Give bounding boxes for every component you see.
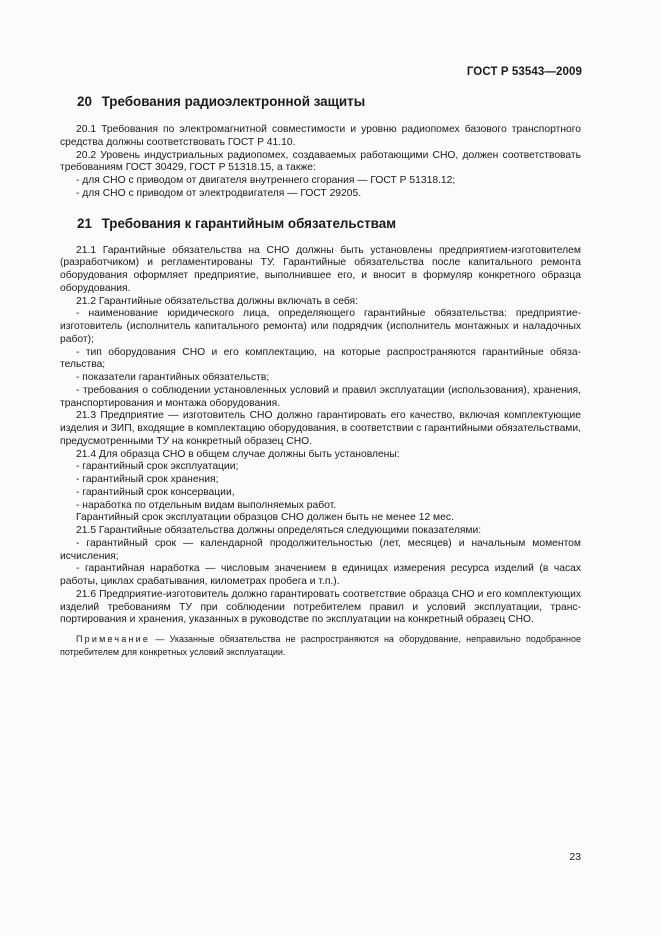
list-item: - гарантийный срок консервации,: [76, 486, 235, 498]
list-item: - наработка по отдельным видам выполняемых работ.: [76, 499, 337, 511]
page-number: 23: [569, 851, 581, 863]
paragraph-21-1: 21.1 Гарантийные обязательства на СНО должны быть установлены предприятием-изготовителем (разработчиком) и регламентированы ТУ. Гарантийные обязательства после капитального ремонта оборудования оформляет предприятие, выполнившее его, и вносит в формуляр конкретного образца оборудования.: [60, 244, 581, 294]
list-item: - гарантийный срок — календарной продолжительностью (лет, месяцев) и начальным моментом исчисления;: [60, 537, 581, 562]
list-item: - для СНО с приводом от электродвигателя — ГОСТ 29205.: [76, 187, 362, 199]
paragraph-21-4: 21.4 Для образца СНО в общем случае должны быть установлены:: [76, 448, 400, 460]
list-item: - гарантийная наработка — числовым значением в единицах измерения ресурса изделий (в часах работы, циклах срабатывания, километрах пробега и т.п.).: [60, 563, 581, 587]
paragraph-21-6: 21.6 Предприятие-изготовитель должно гарантировать соответствие образца СНО и его комплектующих изделий требованиям ТУ при соблюдении потребителем правил и условий эксплуатации, транспортирования и хранения, указанных в руководстве по эксплуатации на конкретный образец СНО.: [60, 588, 581, 626]
list-item: - наименование юридического лица, определяющего гарантийные обязательства: предприятие-изготовитель (исполнитель капитального ремонта) или подрядчик (исполнитель монтажных и наладочных работ);: [60, 308, 581, 345]
paragraph-20-2: 20.2 Уровень индустриальных радиопомех, создаваемых работающими СНО, должен соответствовать требованиям ГОСТ 30429, ГОСТ Р 51318.15, а также:: [60, 149, 581, 174]
section-number: 20: [77, 94, 92, 109]
list-item: - требования о соблюдении установленных условий и правил эксплуатации (использования), хранения, транспортирования и монтажа оборудования.: [60, 384, 581, 409]
section-title: Требования к гарантийным обязательствам: [101, 215, 397, 231]
paragraph-21-5: 21.5 Гарантийные обязательства должны определяться следующими показателями:: [76, 525, 482, 536]
paragraph-20-1: 20.1 Требования по электромагнитной совместимости и уровню радиопомех базового транспортного средства должны соответствовать ГОСТ Р 41.10.: [60, 124, 581, 148]
document-id: ГОСТ Р 53543—2009: [466, 66, 582, 78]
list-item: - гарантийный срок хранения;: [76, 474, 219, 485]
list-item: - тип оборудования СНО и его комплектацию, на которые распространяются гарантийные обязательства;: [60, 346, 581, 371]
section-21-heading: [60, 216, 581, 232]
note: [60, 633, 581, 658]
list-item: - для СНО с приводом от двигателя внутреннего сгорания — ГОСТ Р 51318.12;: [76, 175, 456, 186]
list-item: - гарантийный срок эксплуатации;: [76, 461, 239, 473]
section-20-heading: [60, 94, 581, 110]
paragraph-warranty-period: Гарантийный срок эксплуатации образцов СНО должен быть не менее 12 мес.: [76, 512, 454, 524]
note-label: Примечание: [76, 634, 151, 644]
section-number: 21: [77, 215, 92, 231]
paragraph-21-3: 21.3 Предприятие — изготовитель СНО должно гарантировать его качество, включая комплектующие изделия и ЗИП, входящие в комплектацию оборудования, в соответствии с гарантийными обязательствами, предусмотренными ТУ на конкретный образец СНО.: [60, 410, 581, 447]
paragraph-21-2: 21.2 Гарантийные обязательства должны включать в себя:: [76, 295, 358, 307]
list-item: - показатели гарантийных обязательств;: [76, 372, 270, 383]
note-text: — Указанные обязательства не распространяются на оборудование, неправильно подобранное потребителем для конкретных условий эксплуатации.: [60, 634, 581, 657]
page-content: [60, 94, 581, 658]
section-title: Требования радиоэлектронной защиты: [101, 94, 366, 109]
